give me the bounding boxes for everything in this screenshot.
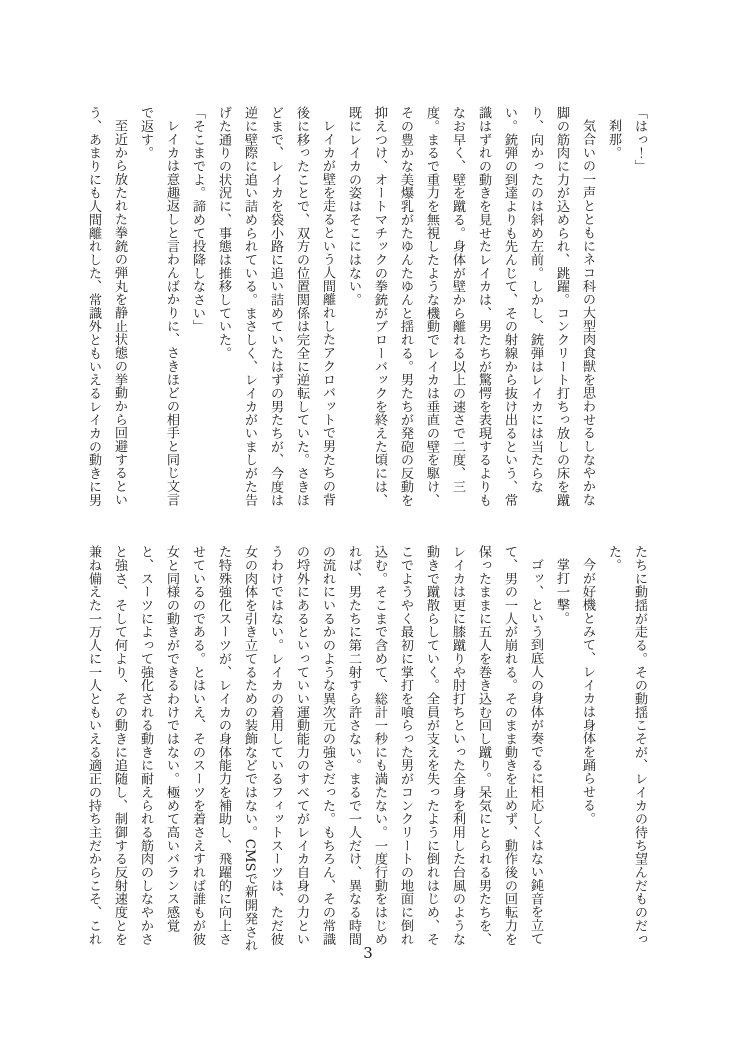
- text-line: で返す。: [138, 106, 153, 160]
- text-line: 抑えつけ、オートマチックの拳銃がブローバックを終えた頃には、: [372, 106, 387, 507]
- text-line: なお早く、壁を蹴る。身体が壁から離れる以上の速さで二度、三: [450, 106, 465, 494]
- text-line: 逆に壁際に追い詰められている。まさしく、レイカがいましがた告: [242, 106, 257, 507]
- text-line: と、スーツによって強化される動きに耐えられる筋肉のしなやかさ: [138, 545, 153, 946]
- text-line: 度。まるで重力を無視したような機動でレイカは垂直の壁を駆け、: [424, 106, 439, 507]
- lower-text-block: [80, 545, 652, 952]
- text-line: レイカは更に膝蹴りや肘打ちといった全身を利用した台風のような: [450, 545, 465, 946]
- text-line: い。銃弾の到達よりも先んじて、その射線から抜け出るという、常: [502, 106, 517, 507]
- page-number: 3: [363, 944, 373, 962]
- text-line: た特殊強化スーツが、レイカの身体能力を補助し、飛躍的に向上さ: [216, 545, 231, 946]
- text-line: たちに動揺が走る。その動揺こそが、レイカの待ち望んだものだっ: [632, 545, 647, 946]
- text-line: と強さ、そして何より、その動きに追随し、制御する反射速度とを: [112, 545, 127, 946]
- text-line: た。: [606, 545, 621, 572]
- text-line: 気合いの一声とともにネコ科の大型肉食獣を思わせるしなやかな: [580, 119, 595, 507]
- text-line: の流れにいるかのような異次元の強さだった。もちろん、その常識: [320, 545, 335, 946]
- text-line: 既にレイカの姿はそこにはない。: [346, 106, 361, 307]
- text-line: レイカは意趣返しと言わんばかりに、さきほどの相手と同じ文言: [164, 119, 179, 507]
- text-line: 脚の筋肉に力が込められ、跳躍。コンクリート打ちっ放しの床を蹴: [554, 106, 569, 507]
- text-line: て、男の一人が崩れる。そのまま動きを止めず、動作後の回転力を: [502, 545, 517, 946]
- text-line: 「そこまでよ。諦めて投降しなさい」: [190, 106, 205, 333]
- text-line: 保ったままに五人を巻き込む回し蹴り。呆気にとられる男たちを、: [476, 545, 491, 946]
- text-line: レイカが壁を走るという人間離れしたアクロバットで男たちの背: [320, 119, 335, 507]
- text-line: の埒外にあるといっていい運動能力のすべてがレイカ自身の力とい: [294, 545, 309, 946]
- upper-text-block: [80, 106, 652, 510]
- text-line: う、あまりにも人間離れした、常識外ともいえるレイカの動きに男: [86, 106, 101, 507]
- text-line: 掌打一撃。: [554, 558, 569, 625]
- text-line: ゴッ、という到底人の身体が奏でるに相応しくはない鈍音を立て: [528, 558, 543, 946]
- text-line: こでようやく最初に掌打を喰らった男がコンクリートの地面に倒れ: [398, 545, 413, 946]
- text-line: 動きで蹴散らしていく。全員が支えを失ったように倒れはじめ、そ: [424, 545, 439, 946]
- text-line: 識はずれの動きを見せたレイカは、男たちが驚愕を表現するよりも: [476, 106, 491, 507]
- text-line: り、向かったのは斜め左前。しかし、銃弾はレイカには当たらな: [528, 106, 543, 494]
- text-line: 至近から放たれた拳銃の弾丸を静止状態の挙動から回避するとい: [112, 119, 127, 507]
- text-line: 刹那。: [606, 119, 621, 160]
- text-line: れば、男たちに第二射すら許さない。まるで一人だけ、異なる時間: [346, 545, 361, 946]
- text-line: 女の肉体を引き立てるための装飾などではない。CMSで新開発され: [242, 545, 257, 952]
- text-line: 「はっ！」: [632, 106, 647, 173]
- text-line: うわけではない。レイカの着用しているフィットスーツは、ただ彼: [268, 545, 283, 946]
- text-line: その豊かな美爆乳がたゆんたゆんと揺れる。男たちが発砲の反動を: [398, 106, 413, 507]
- text-line: 女と同様の動きができるわけではない。極めて高いバランス感覚: [164, 545, 179, 933]
- text-line: 兼ね備えた一万人に一人ともいえる適正の持ち主だからこそ、これ: [86, 545, 101, 946]
- text-line: 後に移ったことで、双方の位置関係は完全に逆転していた。さきほ: [294, 106, 309, 507]
- text-line: 今が好機とみて、レイカは身体を踊らせる。: [580, 558, 595, 826]
- text-line: せているのである。とはいえ、そのスーツを着さえすれば誰もが彼: [190, 545, 205, 946]
- text-line: どまで、レイカを袋小路に追い詰めていたはずの男たちが、今度は: [268, 106, 283, 507]
- text-line: げた通りの状況に、事態は推移していた。: [216, 106, 231, 360]
- text-line: 込む。そこまで含めて、総計一秒にも満たない。一度行動をはじめ: [372, 545, 387, 946]
